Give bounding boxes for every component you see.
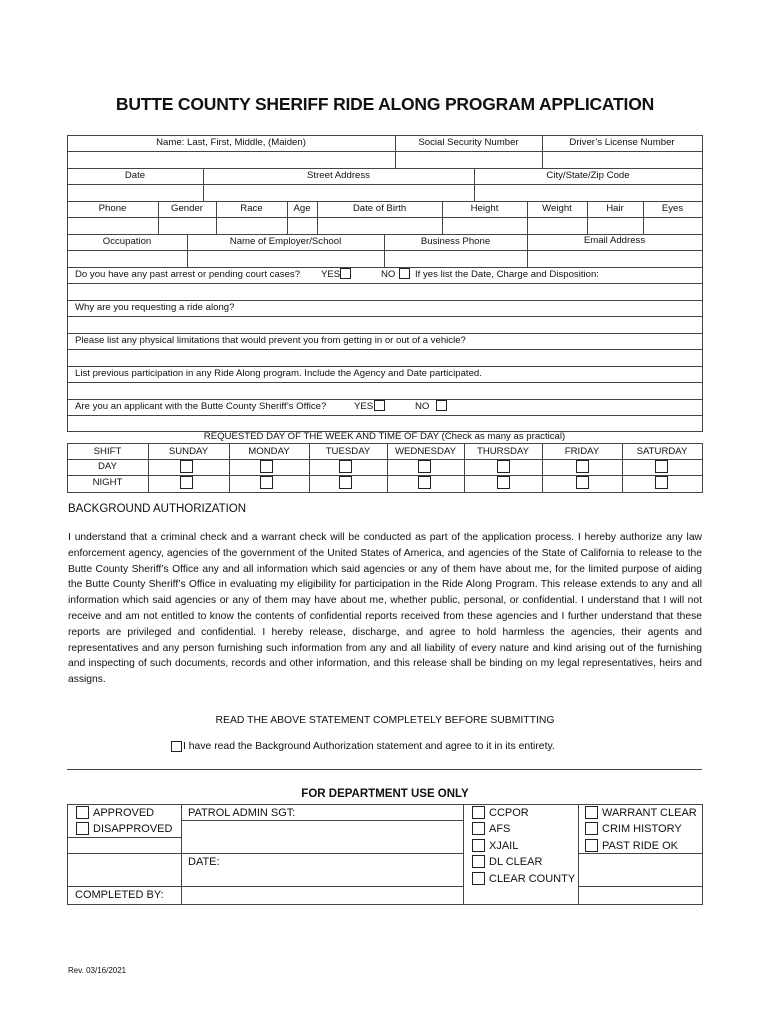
row-line	[67, 151, 702, 152]
name-label: Name: Last, First, Middle, (Maiden)	[156, 137, 306, 148]
day-thursday: THURSDAY	[476, 446, 530, 457]
authorization-heading: BACKGROUND AUTHORIZATION	[68, 503, 247, 515]
clear-county-label: CLEAR COUNTY	[489, 873, 576, 885]
crim-history-label: CRIM HISTORY	[602, 823, 682, 835]
sunday-night-checkbox[interactable]	[180, 476, 193, 489]
dl-clear-label: DL CLEAR	[489, 856, 543, 868]
tuesday-night-checkbox[interactable]	[339, 476, 352, 489]
afs-label: AFS	[489, 823, 511, 835]
disapproved-checkbox[interactable]	[76, 822, 89, 835]
arrest-no-checkbox[interactable]	[399, 268, 410, 279]
row-line	[67, 459, 702, 460]
approved-checkbox[interactable]	[76, 806, 89, 819]
row-line	[67, 349, 702, 350]
patrol-sgt-label: PATROL ADMIN SGT:	[188, 807, 296, 819]
day-wednesday: WEDNESDAY	[394, 446, 457, 457]
day-monday: MONDAY	[248, 446, 290, 457]
section-divider	[67, 769, 702, 770]
col-line	[463, 804, 464, 904]
row-line	[67, 415, 702, 416]
monday-day-checkbox[interactable]	[260, 460, 273, 473]
applicant-question: Are you an applicant with the Butte County Sheriff’s Office?	[75, 401, 327, 412]
row-line	[67, 837, 182, 838]
row-line	[67, 217, 702, 218]
row-line	[67, 184, 702, 185]
arrest-yes-label: YES	[321, 269, 341, 280]
day-saturday: SATURDAY	[636, 446, 688, 457]
authorization-body: I understand that a criminal check and a warrant check will be conducted as part of the application process. I hereby authorize any law enforcement agency, agencies of the government of the United States of America, and agencies of the State of California to release to the Butte County Sheriff’s Office any and all information which said agencies or any of them have about me, for the limited purpose of aiding the Butte County Sheriff’s Office in evaluating my eligibility for participation in the Ride Along Program. This release extends to any and all information which said agencies or any of them may have about me, whether public, personal, or confidential. I understand that I will not receive and am not entitled to know the contents of confidential reports received from these agencies and I further understand that these reports are privileged and confidential. I hereby release, discharge, and agree to hold harmless the agencies, their agents and representatives and any person furnishing such information from any and all liability of every nature and kind arising out of the furnishing and inspecting of such documents, records and other information, and this release shall be binding on my legal representatives, heirs and assigns.	[68, 532, 702, 686]
occupation-label: Occupation	[102, 236, 152, 247]
saturday-day-checkbox[interactable]	[655, 460, 668, 473]
clear-county-checkbox[interactable]	[472, 872, 485, 885]
department-table	[67, 804, 702, 904]
row-line	[181, 820, 464, 821]
row-line	[578, 886, 702, 887]
schedule-table	[67, 430, 702, 492]
agree-statement: I have read the Background Authorization statement and agree to it in its entirety.	[183, 741, 555, 752]
row-line	[67, 886, 464, 887]
thursday-day-checkbox[interactable]	[497, 460, 510, 473]
day-row-label: DAY	[97, 461, 117, 472]
limitations-question: Please list any physical limitations that would prevent you from getting in or out of a vehicle?	[75, 335, 466, 346]
applicant-yes-checkbox[interactable]	[374, 400, 385, 411]
date-label: Date	[124, 170, 146, 181]
form-title: BUTTE COUNTY SHERIFF RIDE ALONG PROGRAM APPLICATION	[115, 94, 655, 114]
height-label: Height	[470, 203, 499, 214]
license-label: Driver’s License Number	[569, 137, 675, 148]
warrant-clear-checkbox[interactable]	[585, 806, 598, 819]
ssn-label: Social Security Number	[418, 137, 519, 148]
xjail-label: XJAIL	[489, 840, 519, 852]
revision-date: Rev. 03/16/2021	[68, 966, 127, 975]
tuesday-day-checkbox[interactable]	[339, 460, 352, 473]
race-label: Race	[240, 203, 263, 214]
why-question: Why are you requesting a ride along?	[75, 302, 235, 313]
disapproved-label: DISAPPROVED	[93, 823, 173, 835]
hair-label: Hair	[606, 203, 624, 214]
employer-label: Name of Employer/School	[229, 236, 342, 247]
street-label: Street Address	[307, 170, 370, 181]
thursday-night-checkbox[interactable]	[497, 476, 510, 489]
row-line	[67, 201, 702, 202]
city-label: City/State/Zip Code	[546, 170, 630, 181]
col-line	[578, 804, 579, 904]
crim-history-checkbox[interactable]	[585, 822, 598, 835]
friday-day-checkbox[interactable]	[576, 460, 589, 473]
arrest-yes-checkbox[interactable]	[340, 268, 351, 279]
past-ride-ok-label: PAST RIDE OK	[602, 840, 679, 852]
read-notice: READ THE ABOVE STATEMENT COMPLETELY BEFORE SUBMITTING	[215, 715, 555, 726]
completed-by-label: COMPLETED BY:	[75, 889, 164, 901]
applicant-no-label: NO	[415, 401, 430, 412]
arrest-no-label: NO	[381, 269, 396, 280]
business-phone-label: Business Phone	[420, 236, 491, 247]
date-label: DATE:	[188, 856, 220, 868]
agree-checkbox[interactable]	[171, 741, 182, 752]
row-line	[67, 475, 702, 476]
department-heading: FOR DEPARTMENT USE ONLY	[301, 788, 469, 800]
applicant-info-table	[67, 135, 702, 431]
row-line	[578, 853, 702, 854]
afs-checkbox[interactable]	[472, 822, 485, 835]
row-line	[67, 316, 702, 317]
row-line	[67, 267, 702, 268]
gender-label: Gender	[171, 203, 203, 214]
applicant-yes-label: YES	[354, 401, 374, 412]
shift-label: SHIFT	[93, 446, 122, 457]
row-line	[67, 300, 702, 301]
applicant-no-checkbox[interactable]	[436, 400, 447, 411]
ccpor-checkbox[interactable]	[472, 806, 485, 819]
schedule-header: REQUESTED DAY OF THE WEEK AND TIME OF DAY (Check as many as practical)	[203, 431, 566, 442]
warrant-clear-label: WARRANT CLEAR	[602, 807, 697, 819]
ccpor-label: CCPOR	[489, 807, 529, 819]
saturday-night-checkbox[interactable]	[655, 476, 668, 489]
friday-night-checkbox[interactable]	[576, 476, 589, 489]
col-line	[181, 804, 182, 904]
wednesday-night-checkbox[interactable]	[418, 476, 431, 489]
sunday-day-checkbox[interactable]	[180, 460, 193, 473]
approved-label: APPROVED	[93, 807, 155, 819]
email-label: Email Address	[583, 235, 646, 246]
day-tuesday: TUESDAY	[325, 446, 371, 457]
arrest-question: Do you have any past arrest or pending court cases?	[75, 269, 301, 280]
night-row-label: NIGHT	[92, 477, 123, 488]
row-line	[67, 366, 702, 367]
dl-clear-checkbox[interactable]	[472, 855, 485, 868]
arrest-followup: If yes list the Date, Charge and Disposition:	[415, 269, 599, 280]
weight-label: Weight	[542, 203, 572, 214]
wednesday-day-checkbox[interactable]	[418, 460, 431, 473]
phone-label: Phone	[98, 203, 127, 214]
row-line	[67, 382, 702, 383]
eyes-label: Eyes	[661, 203, 684, 214]
past-ride-ok-checkbox[interactable]	[585, 839, 598, 852]
age-label: Age	[293, 203, 311, 214]
monday-night-checkbox[interactable]	[260, 476, 273, 489]
row-line	[67, 168, 702, 169]
previous-question: List previous participation in any Ride Along program. Include the Agency and Date participated.	[75, 368, 482, 379]
day-sunday: SUNDAY	[168, 446, 209, 457]
row-line	[67, 333, 702, 334]
xjail-checkbox[interactable]	[472, 839, 485, 852]
row-line	[67, 283, 702, 284]
dob-label: Date of Birth	[352, 203, 407, 214]
day-friday: FRIDAY	[564, 446, 600, 457]
row-line	[67, 853, 464, 854]
